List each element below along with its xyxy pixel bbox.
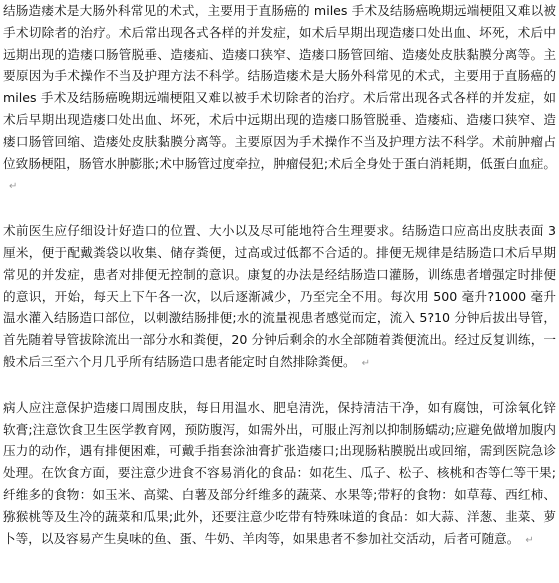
paragraph-text: 术前医生应仔细设计好造口的位置、大小以及尽可能地符合生理要求。结肠造口应高出皮肤表面 3 厘米，便于配戴粪袋以收集、储存粪便，过高或过低都不合适的。排便无规律是结肠造口术后早期常见的并发症，患者对排便无控制的意识。康复的办法是经结肠造口灌肠，训练患者增强定时排便的意识，开始，每天上下午各一次，以后逐渐减少，乃至完全不用。每次用 500 毫升?1000 毫升温水灌入结肠造口部位，以刺激结肠排便;水的流量视患者感觉而定，流入 5?10 分钟后拔出导管，首先随着导管拔除流出一部分水和粪便，20 分钟后剩余的水全部随着粪便流出。经过反复训练，一般术后三至六个月几乎所有结肠造口患者能定时自然排除粪便。 xyxy=(3,223,556,369)
paragraph-2 xyxy=(3,220,556,375)
paragraph-mark-icon: ↵ xyxy=(9,181,18,193)
document-body xyxy=(3,0,556,551)
paragraph-3 xyxy=(3,397,556,552)
paragraph-text: 结肠造瘘术是大肠外科常见的术式，主要用于直肠癌的 miles 手术及结肠癌晚期远端梗阻又难以被手术切除者的治疗。术后常出现各式各样的并发症，如术后早期出现造瘘口处出血、坏死，术后中远期出现的造瘘口肠管脱垂、造瘘疝、造瘘口狭窄、造瘘口肠管回缩、造瘘处皮肤黏膜分离等。主要原因为手术操作不当及护理方法不科学。结肠造瘘术是大肠外科常见的术式，主要用于直肠癌的 miles 手术及结肠癌晚期远端梗阻又难以被手术切除者的治疗。术后常出现各式各样的并发症，如术后早期出现造瘘口处出血、坏死，术后中远期出现的造瘘口肠管脱垂、造瘘疝、造瘘口狭窄、造瘘口肠管回缩、造瘘处皮肤黏膜分离等。主要原因为手术操作不当及护理方法不科学。术前肿瘤占位致肠梗阻，肠管水肿膨胀;术中肠管过度牵拉，肿瘤侵犯;术后全身处于蛋白消耗期，低蛋白血症。 xyxy=(3,3,556,171)
paragraph-text: 病人应注意保护造瘘口周围皮肤，每日用温水、肥皂清洗，保持清洁干净，如有腐蚀，可涂氧化锌软膏;注意饮食卫生医学教育网，预防腹泻，如需外出，可服止泻剂以抑制肠蠕动;应避免做增加腹内压力的动作，遇有排便困难，可戴手指套涂油膏扩张造瘘口;出现肠粘膜脱出或回缩，需到医院急诊处理。在饮食方面，要注意少进食不容易消化的食品：如花生、瓜子、松子、核桃和杏等仁等干果;纤维多的食物：如玉米、高粱、白薯及部分纤维多的蔬菜、水果等;带籽的食物：如草莓、西红柿、猕猴桃等及生冷的蔬菜和瓜果;此外，还要注意少吃带有特殊味道的食品：如大蒜、洋葱、韭菜、萝卜等，以及容易产生臭味的鱼、蛋、牛奶、羊肉等，如果患者不参加社交活动，后者可随意。 xyxy=(3,399,556,546)
paragraph-mark-icon: ↵ xyxy=(525,534,534,546)
paragraph-mark-icon: ↵ xyxy=(361,357,371,369)
paragraph-1 xyxy=(3,0,556,198)
